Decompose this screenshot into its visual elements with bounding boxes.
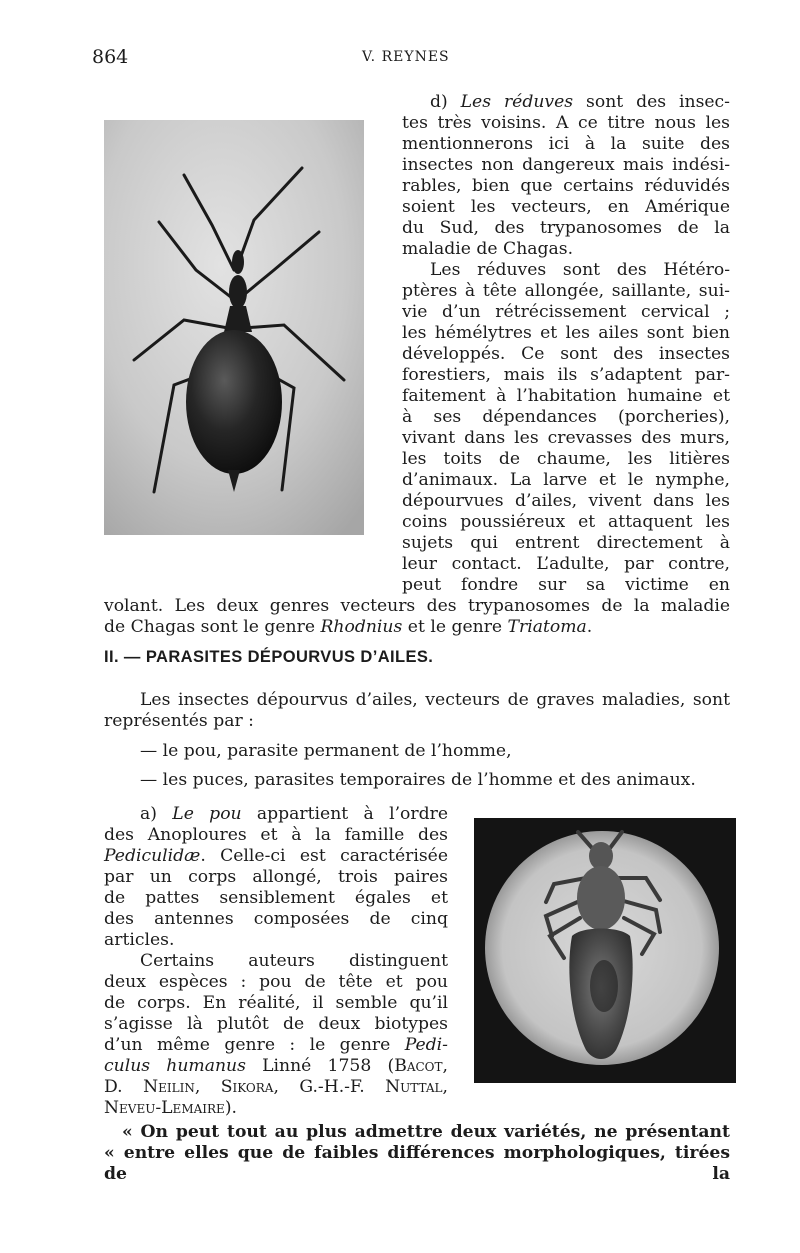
text-line: articles. bbox=[104, 930, 175, 950]
quote-line: « entre elles que de faibles différences morphologiques, tirées de la bbox=[104, 1143, 730, 1184]
text-line: à ses dépendances (porcheries), bbox=[402, 407, 730, 427]
text-line: leur contact. L’adulte, par contre, bbox=[402, 554, 730, 574]
text-line: maladie de Chagas. bbox=[402, 239, 574, 259]
text-line: Les réduves sont des Hétéro- bbox=[430, 260, 730, 280]
text-line: de pattes sensiblement égales et bbox=[104, 888, 448, 908]
text-line: d) Les réduves sont des insec- bbox=[430, 92, 730, 112]
text-line: de corps. En réalité, il semble qu’il bbox=[104, 993, 448, 1013]
text-line: deux espèces : pou de tête et pou bbox=[104, 972, 448, 992]
section-heading: II. — PARASITES DÉPOURVUS D’AILES. bbox=[104, 648, 434, 666]
text-line: coins poussiéreux et attaquent les bbox=[402, 512, 730, 532]
text-line: Pediculidæ. Celle-ci est caractérisée bbox=[104, 846, 448, 866]
text-line: ptères à tête allongée, saillante, sui- bbox=[402, 281, 730, 301]
text-line: faitement à l’habitation humaine et bbox=[402, 386, 730, 406]
reduve-insect-photo bbox=[104, 120, 364, 535]
list-item: — le pou, parasite permanent de l’homme, bbox=[140, 741, 512, 761]
text-line: de Chagas sont le genre Rhodnius et le genre Triatoma. bbox=[104, 617, 593, 637]
text-line: peut fondre sur sa victime en bbox=[402, 575, 730, 595]
text-line: par un corps allongé, trois paires bbox=[104, 867, 448, 887]
text-line: les hémélytres et les ailes sont bien bbox=[402, 323, 730, 343]
text-line: du Sud, des trypanosomes de la bbox=[402, 218, 730, 238]
text-line: d’animaux. La larve et le nymphe, bbox=[402, 470, 730, 490]
text-line: Certains auteurs distinguent bbox=[140, 951, 448, 971]
text-line: mentionnerons ici à la suite des bbox=[402, 134, 730, 154]
louse-image bbox=[474, 818, 736, 1083]
running-author: V. REYNES bbox=[362, 49, 450, 65]
text-line: rables, bien que certains réduvidés bbox=[402, 176, 730, 196]
text-line: représentés par : bbox=[104, 711, 254, 731]
text-line: tes très voisins. A ce titre nous les bbox=[402, 113, 730, 133]
quote-line: « On peut tout au plus admettre deux variétés, ne présentant bbox=[122, 1122, 730, 1142]
text-line: Les insectes dépourvus d’ailes, vecteurs de graves maladies, sont bbox=[140, 690, 730, 710]
text-line: s’agisse là plutôt de deux biotypes bbox=[104, 1014, 448, 1034]
text-line: culus humanus Linné 1758 (Bacot, bbox=[104, 1056, 448, 1076]
text-line: vivant dans les crevasses des murs, bbox=[402, 428, 730, 448]
text-line: les toits de chaume, les litières bbox=[402, 449, 730, 469]
text-line: insectes non dangereux mais indési- bbox=[402, 155, 730, 175]
text-line: sujets qui entrent directement à bbox=[402, 533, 730, 553]
text-line: vie d’un rétrécissement cervical ; bbox=[402, 302, 730, 322]
text-line: forestiers, mais ils s’adaptent par- bbox=[402, 365, 730, 385]
list-item: — les puces, parasites temporaires de l’homme et des animaux. bbox=[140, 770, 696, 790]
louse-photo bbox=[474, 818, 736, 1083]
text-line: développés. Ce sont des insectes bbox=[402, 344, 730, 364]
running-head bbox=[92, 46, 732, 70]
page-number: 864 bbox=[92, 46, 129, 68]
text-line: dépourvues d’ailes, vivent dans les bbox=[402, 491, 730, 511]
text-line: des Anoploures et à la famille des bbox=[104, 825, 448, 845]
text-line: d’un même genre : le genre Pedi- bbox=[104, 1035, 448, 1055]
text-line: D. Neilin, Sikora, G.-H.-F. Nuttal, bbox=[104, 1077, 448, 1097]
text-line: soient les vecteurs, en Amérique bbox=[402, 197, 730, 217]
text-line: Neveu-Lemaire). bbox=[104, 1098, 237, 1118]
text-line: des antennes composées de cinq bbox=[104, 909, 448, 929]
text-line: volant. Les deux genres vecteurs des trypanosomes de la maladie bbox=[104, 596, 730, 616]
reduve-image bbox=[104, 120, 364, 535]
text-line: a) Le pou appartient à l’ordre bbox=[140, 804, 448, 824]
